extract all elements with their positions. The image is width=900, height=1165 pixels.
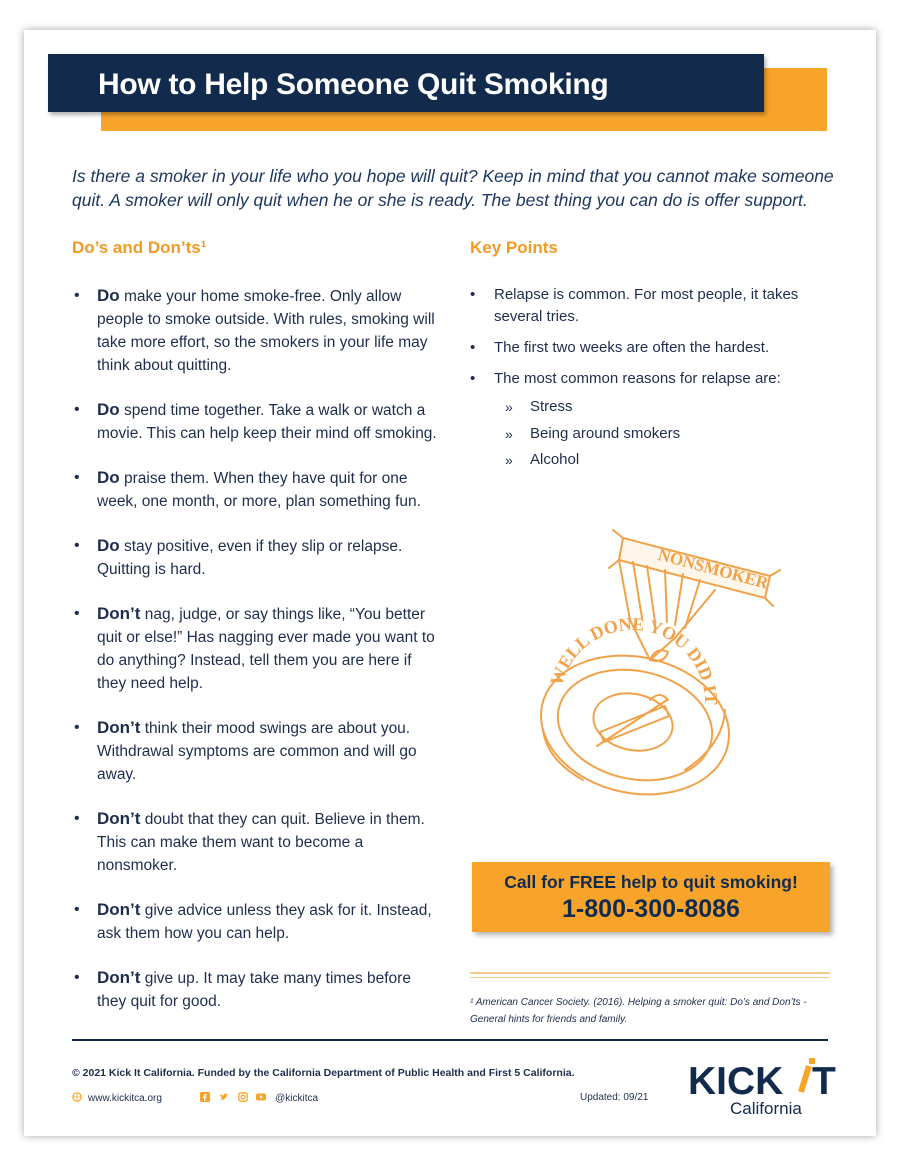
bullet-icon: • bbox=[74, 537, 80, 554]
logo-mark bbox=[688, 1056, 836, 1103]
social-links bbox=[200, 1092, 318, 1104]
bullet-icon: • bbox=[74, 901, 80, 918]
list-item bbox=[470, 368, 830, 390]
page-title: How to Help Someone Quit Smoking bbox=[98, 68, 609, 101]
dos-donts-list bbox=[72, 284, 442, 1013]
bullet-icon: • bbox=[74, 605, 80, 622]
footnote: ¹ American Cancer Society. (2016). Helping a smoker quit: Do’s and Don’ts - General hints for friends and family. bbox=[470, 997, 807, 1025]
key-points-heading: Key Points bbox=[470, 238, 558, 257]
list-item bbox=[72, 716, 442, 786]
svg-text:KICK: KICK bbox=[688, 1060, 784, 1103]
cta-phone-number[interactable]: 1-800-300-8086 bbox=[562, 895, 740, 923]
instagram-icon[interactable] bbox=[238, 1092, 248, 1102]
item-text: give advice unless they ask for it. Instead, ask them how you can help. bbox=[97, 902, 432, 942]
item-text: nag, judge, or say things like, “You better quit or else!” Has nagging ever made you want to do anything? Instead, tell them you are here if they need help. bbox=[97, 606, 435, 692]
globe-icon bbox=[72, 1092, 82, 1102]
social-handle[interactable]: @kickitca bbox=[275, 1093, 319, 1104]
item-text: stay positive, even if they slip or relapse. Quitting is hard. bbox=[97, 538, 403, 578]
medal-ring-text: WELL DONE YOU DID IT bbox=[546, 613, 722, 706]
key-point-text: The first two weeks are often the hardest. bbox=[494, 339, 770, 356]
bullet-icon: • bbox=[470, 370, 476, 387]
list-item bbox=[72, 898, 442, 945]
copyright-text: © 2021 Kick It California. Funded by the California Department of Public Health and First 5 California. bbox=[72, 1067, 575, 1079]
bullet-icon: • bbox=[74, 469, 80, 486]
bullet-icon: • bbox=[74, 810, 80, 827]
list-item bbox=[470, 337, 830, 359]
list-item bbox=[72, 966, 442, 1013]
item-text: spend time together. Take a walk or watch a movie. This can help keep their mind off smoking. bbox=[97, 402, 437, 442]
item-text: think their mood swings are about you. Withdrawal symptoms are common and will go away. bbox=[97, 720, 417, 783]
item-text: give up. It may take many times before they quit for good. bbox=[97, 970, 411, 1010]
item-text: praise them. When they have quit for one week, one month, or more, plan something fun. bbox=[97, 470, 421, 510]
list-item bbox=[470, 284, 830, 328]
bullet-icon: • bbox=[74, 401, 80, 418]
reason-text: Being around smokers bbox=[530, 424, 681, 442]
twitter-icon[interactable] bbox=[219, 1092, 229, 1102]
reason-text: Stress bbox=[530, 398, 573, 415]
footnote-divider bbox=[470, 972, 830, 974]
list-item bbox=[72, 284, 442, 377]
footnote-divider bbox=[470, 977, 830, 978]
svg-text:T: T bbox=[812, 1060, 836, 1103]
website-link-group bbox=[72, 1092, 162, 1104]
bullet-icon: • bbox=[74, 287, 80, 304]
relapse-reasons-list bbox=[505, 396, 680, 476]
item-keyword: Do bbox=[97, 400, 120, 419]
youtube-icon[interactable] bbox=[256, 1092, 266, 1102]
item-keyword: Do bbox=[97, 468, 120, 487]
bullet-icon: • bbox=[74, 969, 80, 986]
call-to-action-box bbox=[472, 862, 830, 932]
intro-paragraph: Is there a smoker in your life who you hope will quit? Keep in mind that you cannot make someone quit. A smoker will only quit when he or she is ready. The best thing you can do is offer support. bbox=[72, 166, 834, 210]
dos-donts-heading: Do’s and Don’ts¹ bbox=[72, 238, 207, 257]
facebook-icon[interactable] bbox=[200, 1092, 210, 1102]
list-item bbox=[72, 602, 442, 695]
medal-ribbon-text: NONSMOKER bbox=[655, 544, 771, 593]
chevron-right-icon: » bbox=[505, 399, 513, 415]
item-keyword: Do bbox=[97, 286, 120, 305]
footer-divider bbox=[72, 1039, 828, 1041]
list-item bbox=[505, 449, 680, 476]
updated-date: Updated: 09/21 bbox=[580, 1092, 649, 1103]
cta-text: Call for FREE help to quit smoking! bbox=[504, 872, 798, 892]
item-keyword: Don’t bbox=[97, 900, 141, 919]
item-keyword: Do bbox=[97, 536, 120, 555]
title-banner bbox=[48, 54, 764, 112]
bullet-icon: • bbox=[470, 286, 476, 303]
list-item bbox=[72, 466, 442, 513]
list-item bbox=[72, 807, 442, 877]
logo-subtitle: California bbox=[730, 1099, 802, 1118]
website-link[interactable]: www.kickitca.org bbox=[88, 1093, 162, 1104]
list-item bbox=[72, 534, 442, 581]
key-point-text: Relapse is common. For most people, it takes several tries. bbox=[494, 286, 799, 325]
chevron-right-icon: » bbox=[505, 425, 513, 442]
chevron-right-icon: » bbox=[505, 452, 513, 468]
bullet-icon: • bbox=[74, 719, 80, 736]
item-text: doubt that they can quit. Believe in them. This can make them want to become a nonsmoker. bbox=[97, 811, 425, 874]
key-points-list bbox=[470, 284, 830, 399]
list-item bbox=[505, 423, 680, 450]
item-text: make your home smoke-free. Only allow people to smoke outside. With rules, smoking will take more effort, so the smokers in your life may think about quitting. bbox=[97, 288, 435, 374]
bullet-icon: • bbox=[470, 339, 476, 356]
list-item bbox=[72, 398, 442, 445]
reason-text: Alcohol bbox=[530, 451, 580, 468]
item-keyword: Don’t bbox=[97, 809, 141, 828]
item-keyword: Don’t bbox=[97, 604, 141, 623]
kick-it-california-logo bbox=[688, 1056, 836, 1122]
list-item bbox=[505, 396, 680, 423]
item-keyword: Don’t bbox=[97, 968, 141, 987]
nonsmoker-medal-illustration bbox=[515, 510, 790, 800]
key-point-text: The most common reasons for relapse are: bbox=[494, 370, 781, 387]
item-keyword: Don’t bbox=[97, 718, 141, 737]
